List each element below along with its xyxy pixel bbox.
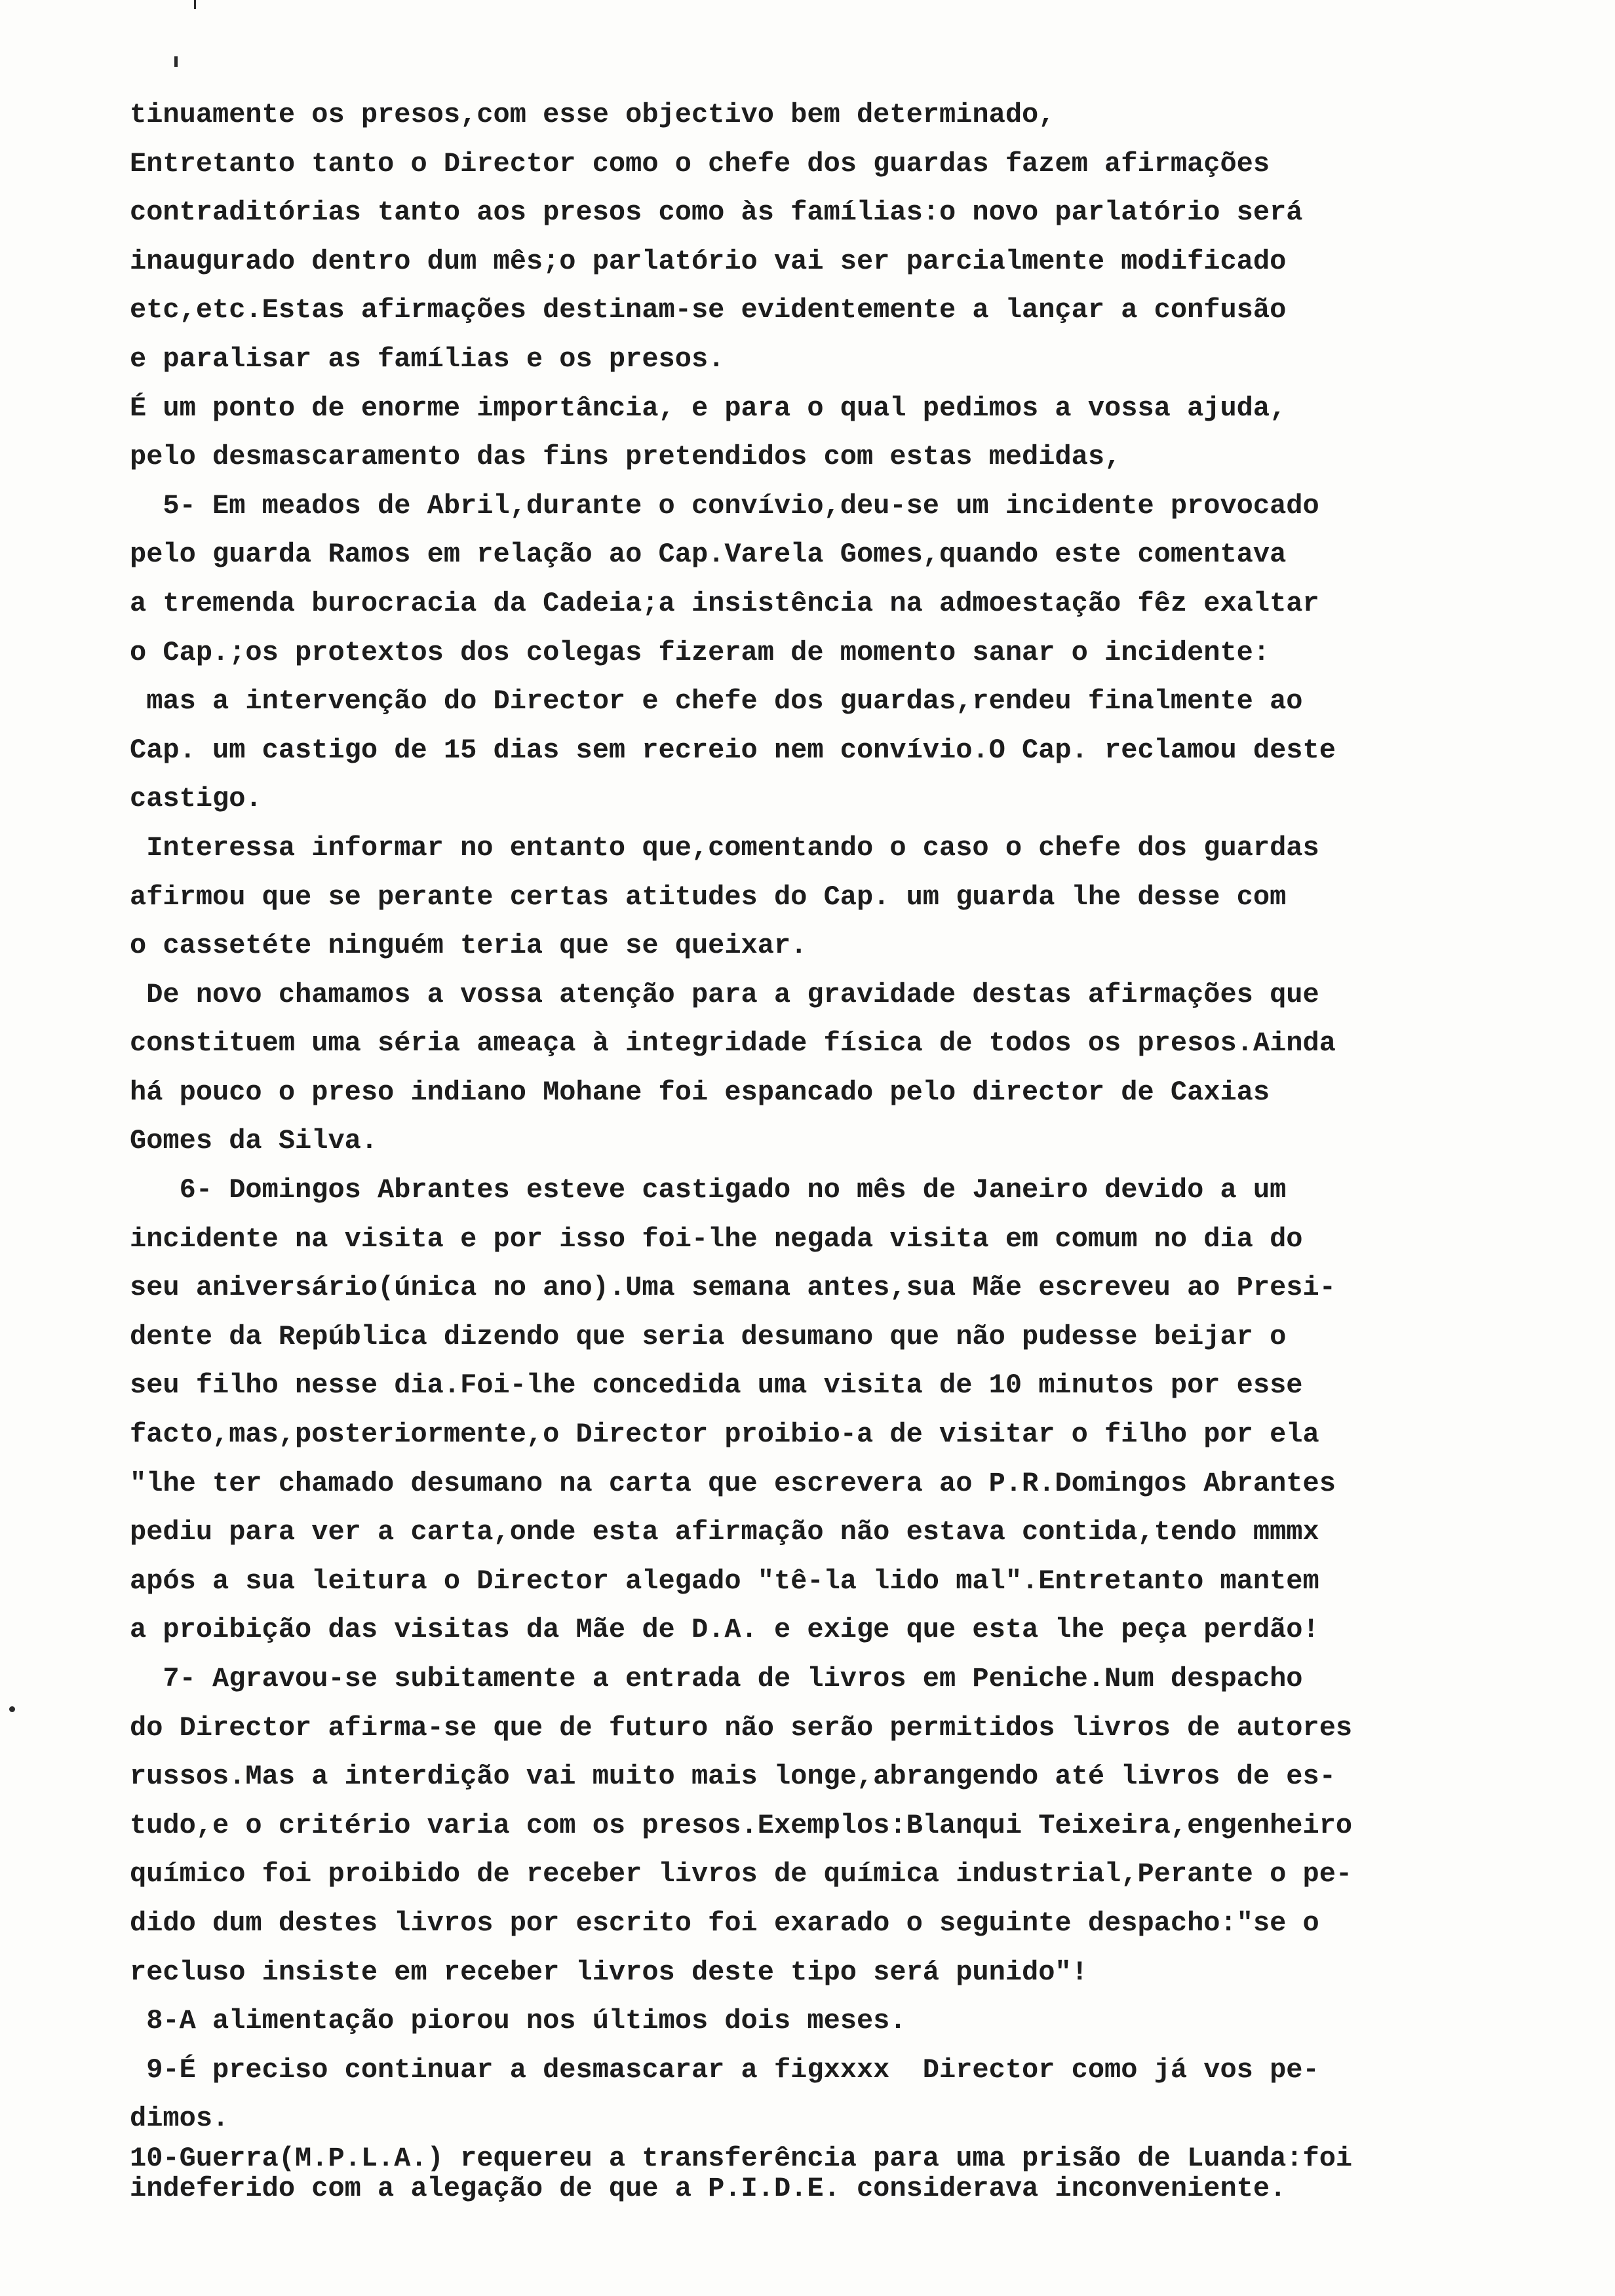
text-line: do Director afirma-se que de futuro não serão permitidos livros de autores <box>130 1712 1353 1744</box>
text-line: químico foi proibido de receber livros de química industrial,Perante o pe- <box>130 1858 1353 1890</box>
text-line: contraditórias tanto aos presos como às famílias:o novo parlatório será <box>130 197 1303 229</box>
text-line: dente da República dizendo que seria desumano que não pudesse beijar o <box>130 1320 1287 1352</box>
text-line: 6- Domingos Abrantes esteve castigado no mês de Janeiro devido a um <box>130 1174 1287 1206</box>
text-line: a proibição das visitas da Mãe de D.A. e exige que esta lhe peça perdão! <box>130 1614 1319 1646</box>
text-line: indeferido com a alegação de que a P.I.D.E. considerava inconveniente. <box>130 2173 1287 2204</box>
text-line: Interessa informar no entanto que,comentando o caso o chefe dos guardas <box>130 832 1319 864</box>
text-line: dimos. <box>130 2103 229 2135</box>
text-line: 8-A alimentação piorou nos últimos dois meses. <box>130 2005 906 2037</box>
text-line: É um ponto de enorme importância, e para o qual pedimos a vossa ajuda, <box>130 392 1287 424</box>
text-line: tudo,e o critério varia com os presos.Exemplos:Blanqui Teixeira,engenheiro <box>130 1809 1353 1841</box>
text-line: tinuamente os presos,com esse objectivo bem determinado, <box>130 99 1055 130</box>
text-line: e paralisar as famílias e os presos. <box>130 343 725 375</box>
text-line: De novo chamamos a vossa atenção para a gravidade destas afirmações que <box>130 978 1319 1010</box>
text-line: dido dum destes livros por escrito foi exarado o seguinte despacho:"se o <box>130 1907 1319 1939</box>
text-line: etc,etc.Estas afirmações destinam-se evidentemente a lançar a confusão <box>130 294 1287 326</box>
text-line: Entretanto tanto o Director como o chefe dos guardas fazem afirmações <box>130 147 1270 180</box>
text-line: "lhe ter chamado desumano na carta que escrevera ao P.R.Domingos Abrantes <box>130 1467 1336 1499</box>
text-line: pelo guarda Ramos em relação ao Cap.Varela Gomes,quando este comentava <box>130 539 1287 571</box>
text-line: pediu para ver a carta,onde esta afirmação não estava contida,tendo mmmx <box>130 1516 1319 1548</box>
text-line: o Cap.;os protextos dos colegas fizeram de momento sanar o incidente: <box>130 636 1270 668</box>
text-line: russos.Mas a interdição vai muito mais longe,abrangendo até livros de es- <box>130 1761 1336 1793</box>
text-line: inaugurado dentro dum mês;o parlatório vai ser parcialmente modificado <box>130 245 1287 277</box>
text-line: o cassetéte ninguém teria que se queixar. <box>130 930 808 962</box>
text-line: recluso insiste em receber livros deste tipo será punido"! <box>130 1956 1088 1988</box>
text-line: a tremenda burocracia da Cadeia;a insistência na admoestação fêz exaltar <box>130 587 1319 619</box>
typewritten-text <box>130 90 1605 2204</box>
margin-dot-mark <box>9 1706 15 1712</box>
margin-tick-mark <box>194 0 196 9</box>
text-line: 5- Em meados de Abril,durante o convívio,deu-se um incidente provocado <box>130 489 1319 522</box>
text-line: incidente na visita e por isso foi-lhe negada visita em comum no dia do <box>130 1223 1303 1255</box>
text-line: seu filho nesse dia.Foi-lhe concedida uma visita de 10 minutos por esse <box>130 1369 1303 1402</box>
text-line: Cap. um castigo de 15 dias sem recreio nem convívio.O Cap. reclamou deste <box>130 734 1336 766</box>
text-line: facto,mas,posteriormente,o Director proibio-a de visitar o filho por ela <box>130 1419 1319 1451</box>
text-line: afirmou que se perante certas atitudes do Cap. um guarda lhe desse com <box>130 881 1287 913</box>
text-line: constituem uma séria ameaça à integridade física de todos os presos.Ainda <box>130 1027 1336 1060</box>
text-line: 7- Agravou-se subitamente a entrada de livros em Peniche.Num despacho <box>130 1663 1303 1694</box>
text-line: após a sua leitura o Director alegado "tê-la lido mal".Entretanto mantem <box>130 1565 1319 1597</box>
margin-tick-mark <box>174 56 178 67</box>
text-line: há pouco o preso indiano Mohane foi espancado pelo director de Caxias <box>130 1076 1270 1108</box>
text-line: seu aniversário(única no ano).Uma semana antes,sua Mãe escreveu ao Presi- <box>130 1272 1336 1304</box>
text-line: pelo desmascaramento das fins pretendidos com estas medidas, <box>130 441 1121 473</box>
text-line: Gomes da Silva. <box>130 1125 378 1157</box>
text-line: castigo. <box>130 783 262 815</box>
text-line: 10-Guerra(M.P.L.A.) requereu a transferência para uma prisão de Luanda:foi <box>130 2143 1353 2173</box>
text-line: 9-É preciso continuar a desmascarar a figxxxx Director como já vos pe- <box>130 2054 1319 2086</box>
text-line: mas a intervenção do Director e chefe dos guardas,rendeu finalmente ao <box>130 685 1303 718</box>
